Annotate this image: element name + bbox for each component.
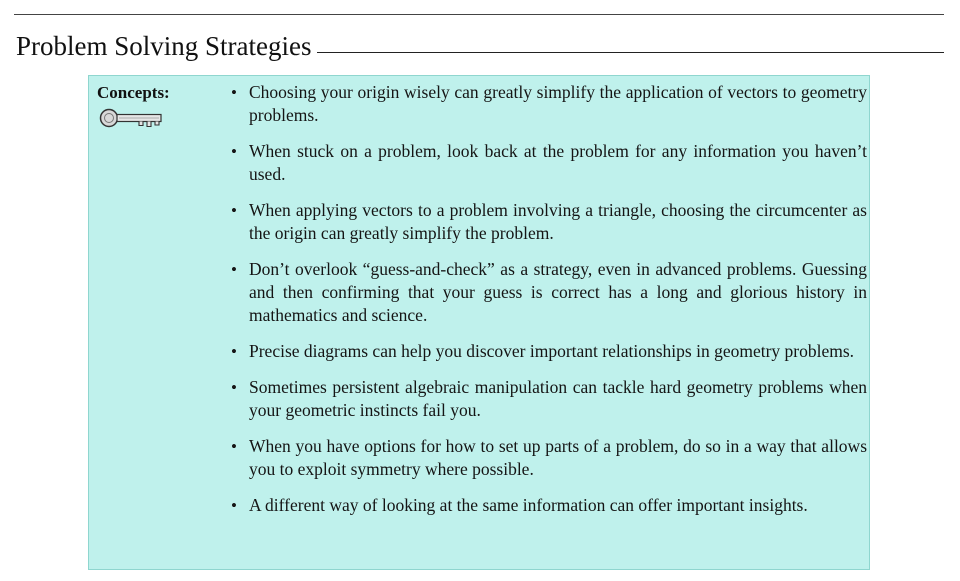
list-item: [229, 81, 867, 127]
concept-text: Don’t overlook “guess-and-check” as a strategy, even in advanced problems. Guessing and then confirming that your guess is correct has a long and glorious history in mathematics and science.: [249, 259, 867, 325]
concepts-label: Concepts:: [97, 83, 170, 102]
bullet-icon: •: [231, 83, 237, 102]
bullet-icon: •: [231, 260, 237, 279]
bullet-icon: •: [231, 496, 237, 515]
concept-list: [229, 81, 867, 517]
list-item: [229, 494, 867, 517]
top-rule: [14, 14, 944, 15]
concept-text: When you have options for how to set up parts of a problem, do so in a way that allows you to exploit symmetry where possible.: [249, 436, 867, 479]
list-item: [229, 435, 867, 481]
list-item: [229, 376, 867, 422]
bullet-icon: •: [231, 142, 237, 161]
concept-text: Choosing your origin wisely can greatly simplify the application of vectors to geometry problems.: [249, 82, 867, 125]
concept-text: A different way of looking at the same information can offer important insights.: [249, 495, 808, 515]
concept-text: Precise diagrams can help you discover important relationships in geometry problems.: [249, 341, 855, 361]
list-item: [229, 199, 867, 245]
key-icon: [99, 108, 165, 128]
section-title: Problem Solving Strategies: [16, 31, 312, 61]
concept-text: Sometimes persistent algebraic manipulation can tackle hard geometry problems when your geometric instincts fail you.: [249, 377, 867, 420]
title-rule: [317, 52, 944, 53]
bullet-icon: •: [231, 201, 237, 220]
bullet-icon: •: [231, 437, 237, 456]
list-item: [229, 140, 867, 186]
list-item: [229, 258, 867, 327]
concept-text: When stuck on a problem, look back at the problem for any information you haven’t used.: [249, 141, 867, 184]
section-header: [16, 24, 944, 64]
bullet-icon: •: [231, 342, 237, 361]
list-item: [229, 340, 867, 363]
bullet-icon: •: [231, 378, 237, 397]
concept-text: When applying vectors to a problem involving a triangle, choosing the circumcenter as the origin can greatly simplify the problem.: [249, 200, 867, 243]
concepts-box: [88, 75, 870, 570]
